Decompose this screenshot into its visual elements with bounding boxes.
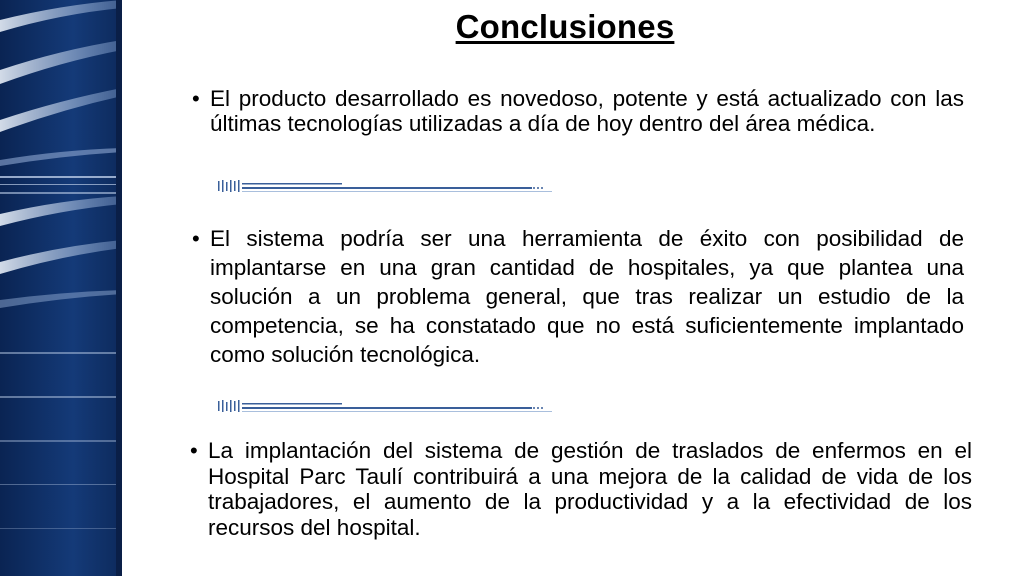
bullet-item: [190, 438, 972, 540]
bullet-dot: •: [192, 86, 200, 111]
bullet-item: [192, 224, 964, 369]
bullet-text: La implantación del sistema de gestión de traslados de enfermos en el Hospital Parc Taulí contribuirá a una mejora de la calidad de vida de los trabajadores, el aumento de la productividad y a la efectividad de los recursos del hospital.: [208, 438, 972, 540]
bullet-dot: •: [192, 226, 200, 251]
decorative-divider: [216, 398, 556, 414]
bullet-item: [192, 86, 964, 136]
bullet-text: El producto desarrollado es novedoso, potente y está actualizado con las últimas tecnologías utilizadas a día de hoy dentro del área médica.: [210, 86, 964, 136]
slide-title: Conclusiones: [455, 8, 675, 45]
side-decorative-band: [0, 0, 122, 576]
bullet-dot: •: [190, 438, 198, 463]
decorative-divider: [216, 178, 556, 194]
bullet-text: El sistema podría ser una herramienta de éxito con posibilidad de implantarse en una gran cantidad de hospitales, ya que plantea una solución a un problema general, que tras realizar un estudio de la competencia, se ha constatado que no está suficientemente implantado como solución tecnológica.: [210, 226, 964, 367]
